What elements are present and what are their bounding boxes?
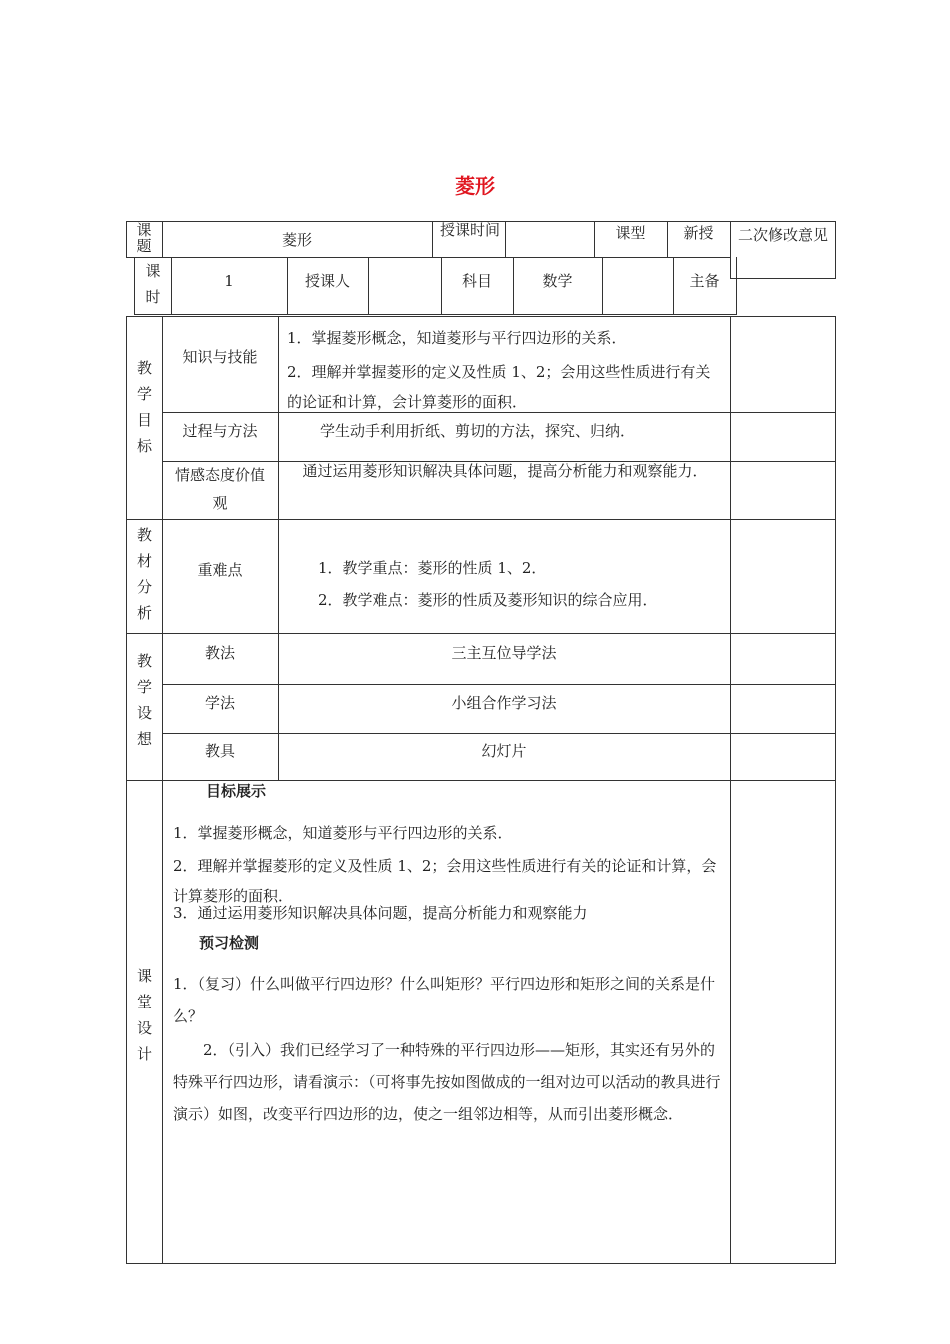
knowledge-1: 1．掌握菱形概念，知道菱形与平行四边形的关系．	[287, 329, 627, 347]
process-label: 过程与方法	[182, 422, 258, 440]
preview-heading: 预习检测	[199, 934, 260, 952]
question-2: 2．（引入）我们已经学习了一种特殊的平行四边形——矩形，其实还有另外的特殊平行四边形，请看演示：（可将事先按如图做成的一组对边可以活动的教具进行演示）如图，改变平行四边形的边，使之一组邻边相等，从而引出菱形概念．	[173, 1041, 721, 1123]
label-time: 授课时间	[439, 221, 500, 239]
goal-3: 3．通过运用菱形知识解决具体问题，提高分析能力和观察能力	[173, 904, 588, 922]
study-label: 学法	[204, 694, 235, 712]
classroom-label: 课 堂 设 计	[136, 967, 152, 1063]
hours-value: 1	[224, 272, 234, 290]
knowledge-label: 知识与技能	[182, 348, 258, 366]
key-label: 重难点	[197, 561, 243, 579]
key-1: 1．教学重点：菱形的性质 1、2．	[318, 559, 547, 577]
type-value: 新授	[683, 224, 714, 242]
method-label: 教法	[204, 644, 235, 662]
key-2: 2．教学难点：菱形的性质及菱形知识的综合应用．	[318, 591, 658, 609]
emotion-label: 情感态度价值观	[174, 466, 265, 512]
label-revise: 二次修改意见	[737, 226, 828, 244]
goals-label: 教 学 目 标	[136, 359, 152, 455]
label-hours: 课 时	[145, 262, 161, 306]
knowledge-2: 2．理解并掌握菱形的定义及性质 1、2；会用这些性质进行有关的论证和计算，会计算菱形的面积．	[287, 363, 711, 411]
analysis-label: 教 材 分 析	[136, 526, 152, 622]
label-teacher: 授课人	[304, 272, 350, 290]
goal-2: 2．理解并掌握菱形的定义及性质 1、2；会用这些性质进行有关的论证和计算，会计算菱形的面积．	[173, 857, 717, 905]
method-value: 三主互位导学法	[451, 644, 557, 662]
page-title: 菱形	[455, 174, 495, 198]
subject-value: 数学	[542, 272, 573, 290]
label-lead: 主备	[689, 272, 720, 290]
tool-label: 教具	[204, 742, 235, 760]
topic-value: 菱形	[281, 231, 312, 249]
goal-heading: 目标展示	[206, 782, 267, 800]
tool-value: 幻灯片	[481, 742, 527, 760]
process-text: 学生动手利用折纸、剪切的方法，探究、归纳．	[320, 422, 636, 440]
study-value: 小组合作学习法	[451, 694, 557, 712]
design-label: 教 学 设 想	[136, 652, 152, 748]
label-type: 课型	[615, 224, 646, 242]
label-subject: 科目	[461, 272, 492, 290]
emotion-text: 通过运用菱形知识解决具体问题，提高分析能力和观察能力．	[302, 462, 708, 480]
label-topic: 课题	[136, 221, 152, 255]
goal-1: 1．掌握菱形概念，知道菱形与平行四边形的关系．	[173, 824, 513, 842]
question-1: 1．（复习）什么叫做平行四边形？什么叫矩形？平行四边形和矩形之间的关系是什么？	[173, 975, 716, 1025]
